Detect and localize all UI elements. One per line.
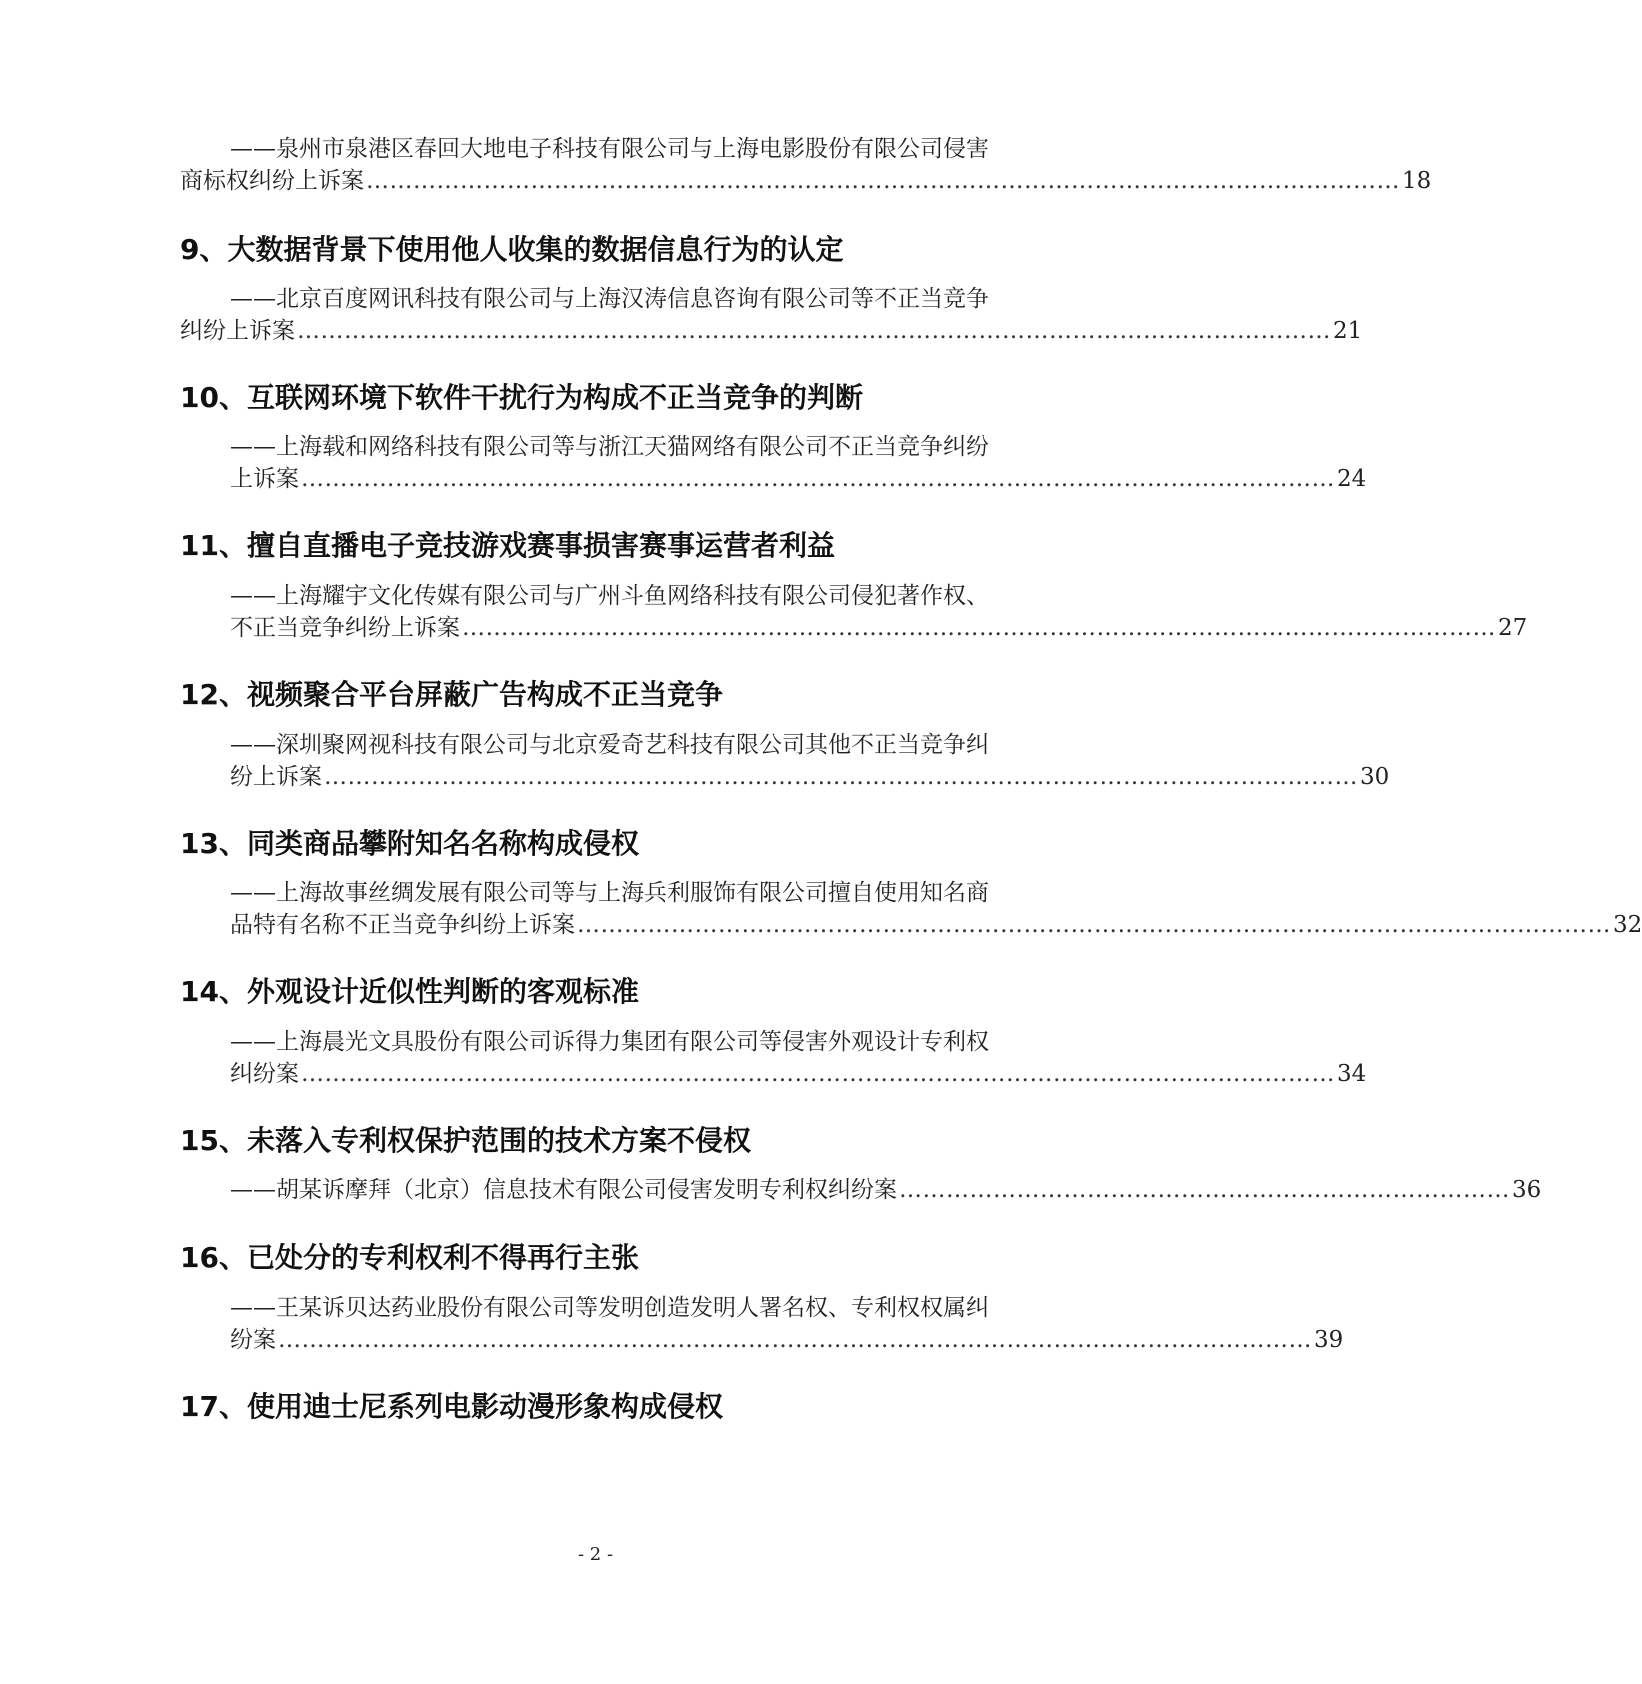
- leader-dots: ……………………………………………………………………………………………………………………: [324, 764, 1358, 790]
- toc-sub-line2: 纷上诉案 …………………………………………………………………………………………………………………… 30: [230, 761, 1020, 793]
- leader-dots: ……………………………………………………………………………………………………………………: [297, 318, 1331, 344]
- toc-entry-sub: [180, 283, 1363, 347]
- toc-heading[interactable]: 13、同类商品攀附知名名称构成侵权: [180, 827, 639, 860]
- toc-page-number[interactable]: 24: [1337, 466, 1367, 492]
- toc-heading[interactable]: 14、外观设计近似性判断的客观标准: [180, 975, 639, 1008]
- toc-page-number[interactable]: 18: [1402, 168, 1432, 194]
- toc-sub-line1: ——上海载和网络科技有限公司等与浙江天猫网络有限公司不正当竞争纠纷: [230, 434, 989, 460]
- toc-sub-line1: ——北京百度网讯科技有限公司与上海汉涛信息咨询有限公司等不正当竞争: [230, 286, 989, 312]
- toc-sub-line1: ——上海耀宇文化传媒有限公司与广州斗鱼网络科技有限公司侵犯著作权、: [230, 583, 989, 609]
- toc-entry-sub: [230, 729, 1390, 793]
- toc-sub-line2: 不正当竞争纠纷上诉案 …………………………………………………………………………………………………………………… 27: [230, 612, 1020, 644]
- toc-page-number[interactable]: 32: [1613, 912, 1642, 938]
- toc-sub-line1: ——上海故事丝绸发展有限公司等与上海兵利服饰有限公司擅自使用知名商: [230, 880, 989, 906]
- toc-heading[interactable]: 11、擅自直播电子竞技游戏赛事损害赛事运营者利益: [180, 529, 835, 562]
- toc-sub-line2: 上诉案 …………………………………………………………………………………………………………………… 24: [230, 463, 1020, 495]
- toc-heading[interactable]: 10、互联网环境下软件干扰行为构成不正当竞争的判断: [180, 381, 863, 414]
- leader-dots: ……………………………………………………………………………………………………………………: [462, 615, 1496, 641]
- leader-dots: ……………………………………………………………………: [899, 1177, 1510, 1203]
- page-footer-number: - 2 -: [577, 1544, 614, 1565]
- toc-entry-sub: [230, 1292, 1344, 1356]
- toc-entry-sub: [230, 580, 1528, 644]
- toc-heading[interactable]: 15、未落入专利权保护范围的技术方案不侵权: [180, 1124, 751, 1157]
- toc-sub-line2: 品特有名称不正当竞争纠纷上诉案 …………………………………………………………………………………………………………………… 32: [230, 909, 1020, 941]
- toc-page-number[interactable]: 27: [1498, 615, 1528, 641]
- leader-dots: ……………………………………………………………………………………………………………………: [366, 168, 1400, 194]
- leader-dots: ……………………………………………………………………………………………………………………: [301, 1061, 1335, 1087]
- toc-page-number[interactable]: 36: [1512, 1177, 1542, 1203]
- toc-page-number[interactable]: 21: [1333, 318, 1363, 344]
- leader-dots: ……………………………………………………………………………………………………………………: [278, 1327, 1312, 1353]
- toc-page-number[interactable]: 30: [1360, 764, 1390, 790]
- toc-sub-line2: 纠纷案 …………………………………………………………………………………………………………………… 34: [230, 1058, 1020, 1090]
- toc-entry-sub: [230, 431, 1367, 495]
- toc-entry-sub: [230, 877, 1642, 941]
- toc-sub-line2: 纷案 …………………………………………………………………………………………………………………… 39: [230, 1324, 1020, 1356]
- toc-page-number[interactable]: 39: [1314, 1327, 1344, 1353]
- toc-page-number[interactable]: 34: [1337, 1061, 1367, 1087]
- toc-heading[interactable]: 16、已处分的专利权利不得再行主张: [180, 1241, 639, 1274]
- toc-sub-line2: 纠纷上诉案 …………………………………………………………………………………………………………………… 21: [180, 315, 1020, 347]
- toc-heading[interactable]: 12、视频聚合平台屏蔽广告构成不正当竞争: [180, 678, 723, 711]
- toc-entry-sub: [180, 133, 1432, 197]
- toc-heading[interactable]: 17、使用迪士尼系列电影动漫形象构成侵权: [180, 1390, 723, 1423]
- toc-heading[interactable]: 9、大数据背景下使用他人收集的数据信息行为的认定: [180, 233, 844, 266]
- leader-dots: ……………………………………………………………………………………………………………………: [577, 912, 1611, 938]
- toc-sub-line1: ——王某诉贝达药业股份有限公司等发明创造发明人署名权、专利权权属纠: [230, 1295, 989, 1321]
- toc-sub-line: ——胡某诉摩拜（北京）信息技术有限公司侵害发明专利权纠纷案 …………………………………………………………………… 36: [230, 1174, 1020, 1206]
- toc-sub-line1: ——深圳聚网视科技有限公司与北京爱奇艺科技有限公司其他不正当竞争纠: [230, 732, 989, 758]
- toc-sub-line2: 商标权纠纷上诉案 …………………………………………………………………………………………………………………… 18: [180, 165, 1020, 197]
- toc-sub-line1: ——泉州市泉港区春回大地电子科技有限公司与上海电影股份有限公司侵害: [230, 136, 989, 162]
- toc-entry-sub: [230, 1026, 1367, 1090]
- toc-entry-sub: [230, 1174, 1542, 1206]
- leader-dots: ……………………………………………………………………………………………………………………: [301, 466, 1335, 492]
- toc-sub-line1: ——上海晨光文具股份有限公司诉得力集团有限公司等侵害外观设计专利权: [230, 1029, 989, 1055]
